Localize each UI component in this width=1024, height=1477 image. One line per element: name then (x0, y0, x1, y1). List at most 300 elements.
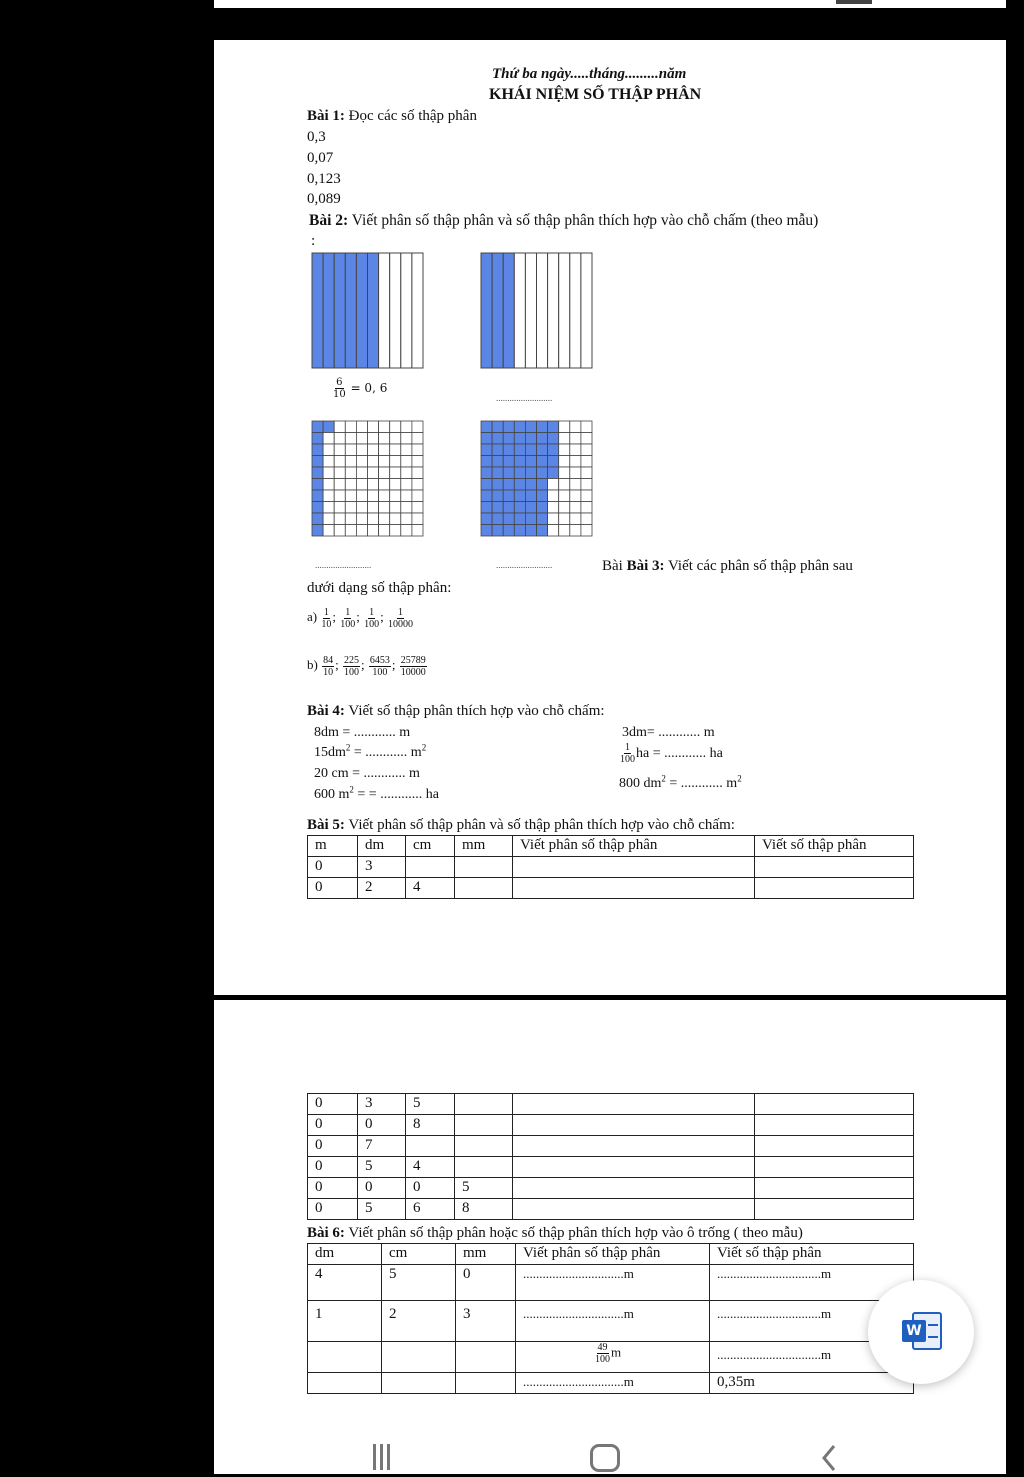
empty-square (559, 513, 570, 525)
header-cell: mm (455, 836, 513, 857)
empty-square (581, 525, 592, 537)
shaded-column (334, 253, 345, 368)
table-cell (406, 1136, 455, 1157)
shaded-column (503, 253, 514, 368)
empty-square (401, 433, 412, 445)
empty-square (345, 467, 356, 479)
empty-square (356, 479, 367, 491)
shaded-column (356, 253, 367, 368)
table-cell (513, 1094, 755, 1115)
recents-bar (380, 1444, 383, 1470)
header-cell: cm (382, 1244, 456, 1265)
empty-square (548, 490, 559, 502)
header-cell: mm (456, 1244, 516, 1265)
shaded-square (312, 467, 323, 479)
table-cell (308, 1342, 382, 1373)
empty-square (570, 490, 581, 502)
empty-square (412, 513, 423, 525)
shaded-square (492, 444, 503, 456)
table-cell (455, 1094, 513, 1115)
word-icon (902, 1312, 942, 1350)
header-cell: Viết phân số thập phân (516, 1244, 710, 1265)
table-cell: 8 (455, 1199, 513, 1220)
table-cell: 2 (382, 1301, 456, 1342)
bai2-example (332, 377, 387, 400)
shaded-column (368, 253, 379, 368)
empty-square (334, 490, 345, 502)
shaded-square (525, 513, 536, 525)
empty-square (559, 525, 570, 537)
shaded-square (503, 490, 514, 502)
table-cell: 5 (406, 1094, 455, 1115)
empty-square (548, 525, 559, 537)
table-cell: 0 (308, 1115, 358, 1136)
date-line: Thứ ba ngày.....tháng.........năm (492, 66, 687, 82)
empty-square (401, 502, 412, 514)
shaded-column (345, 253, 356, 368)
empty-square (379, 444, 390, 456)
bai6-heading: Bài 6: Viết phân số thập phân hoặc số thập phân thích hợp vào ô trống ( theo mẫu) (307, 1225, 803, 1241)
shaded-square (514, 525, 525, 537)
empty-square (412, 456, 423, 468)
table-cell: 0 (406, 1178, 455, 1199)
table-cell (382, 1342, 456, 1373)
table-cell (455, 878, 513, 899)
empty-square (323, 444, 334, 456)
empty-square (390, 490, 401, 502)
fraction-figure-squares-65 (480, 420, 593, 537)
table-cell: 4 (308, 1265, 382, 1301)
bai6-table (307, 1243, 914, 1394)
empty-square (356, 456, 367, 468)
table-cell: 1 (308, 1301, 382, 1342)
empty-square (570, 456, 581, 468)
empty-square (559, 490, 570, 502)
table-header-row (308, 836, 914, 857)
empty-column (570, 253, 581, 368)
back-icon[interactable] (818, 1444, 842, 1472)
shaded-square (514, 490, 525, 502)
empty-square (570, 502, 581, 514)
empty-square (379, 479, 390, 491)
table-cell: 4 (406, 878, 455, 899)
table-row (308, 1094, 914, 1115)
empty-square (323, 502, 334, 514)
empty-square (334, 513, 345, 525)
shaded-square (492, 467, 503, 479)
empty-square (323, 479, 334, 491)
answer-dots: ......................... (496, 393, 553, 403)
bai5-heading: Bài 5: Viết phân số thập phân và số thập phân thích hợp vào chỗ chấm: (307, 817, 735, 833)
status-bar (214, 0, 1006, 8)
shaded-square (548, 433, 559, 445)
header-cell: Viết số thập phân (755, 836, 914, 857)
shaded-square (537, 502, 548, 514)
shaded-square (548, 467, 559, 479)
empty-square (323, 433, 334, 445)
table-cell: 4 (406, 1157, 455, 1178)
empty-square (356, 421, 367, 433)
bai2-heading: Bài 2: Viết phân số thập phân và số thập phân thích hợp vào chỗ chấm (theo mẫu) (309, 212, 819, 229)
answer-dots: ......................... (496, 560, 553, 570)
empty-square (548, 513, 559, 525)
empty-square (334, 467, 345, 479)
shaded-square (537, 421, 548, 433)
empty-square (368, 502, 379, 514)
table-cell: ...............................m (516, 1301, 710, 1342)
empty-square (570, 525, 581, 537)
shaded-square (492, 433, 503, 445)
table-cell: 0 (308, 1178, 358, 1199)
shaded-square (312, 479, 323, 491)
bai4-left-item: 20 cm = ............ m (314, 766, 420, 781)
recents-icon[interactable] (369, 1444, 395, 1472)
example-result: = 0, 6 (350, 381, 388, 395)
shaded-square (525, 444, 536, 456)
table-cell: 8 (406, 1115, 455, 1136)
header-cell: dm (358, 836, 406, 857)
empty-square (323, 456, 334, 468)
empty-square (345, 421, 356, 433)
shaded-square (537, 479, 548, 491)
empty-square (559, 433, 570, 445)
shaded-square (312, 456, 323, 468)
empty-square (401, 456, 412, 468)
shaded-square (503, 444, 514, 456)
empty-square (345, 513, 356, 525)
table-cell (456, 1342, 516, 1373)
document-page-1 (214, 40, 1006, 995)
table-row (308, 1199, 914, 1220)
table-cell: ...............................m (516, 1265, 710, 1301)
empty-square (379, 513, 390, 525)
empty-square (401, 525, 412, 537)
table-cell (513, 1157, 755, 1178)
empty-square (356, 490, 367, 502)
table-row (308, 1342, 914, 1373)
shaded-square (537, 444, 548, 456)
shaded-square (537, 433, 548, 445)
document-page-2 (214, 1000, 1006, 1474)
empty-column (379, 253, 390, 368)
empty-square (581, 444, 592, 456)
empty-square (559, 444, 570, 456)
table-cell (455, 1157, 513, 1178)
shaded-square (492, 513, 503, 525)
empty-square (345, 479, 356, 491)
empty-square (412, 444, 423, 456)
empty-square (334, 433, 345, 445)
shaded-square (503, 421, 514, 433)
empty-square (401, 467, 412, 479)
empty-square (570, 513, 581, 525)
table-cell: 5 (382, 1265, 456, 1301)
empty-square (368, 421, 379, 433)
shaded-square (537, 456, 548, 468)
word-letter-badge: W (902, 1320, 926, 1342)
shaded-square (503, 467, 514, 479)
empty-square (581, 490, 592, 502)
table-row (308, 1136, 914, 1157)
bai1-number: 0,123 (307, 171, 341, 187)
table-header-row (308, 1244, 914, 1265)
table-cell: 5 (455, 1178, 513, 1199)
table-row (308, 878, 914, 899)
empty-square (368, 490, 379, 502)
table-row (308, 1373, 914, 1394)
empty-square (356, 525, 367, 537)
shaded-square (492, 490, 503, 502)
table-cell (513, 878, 755, 899)
header-cell: Viết phân số thập phân (513, 836, 755, 857)
table-cell: ................................m (710, 1301, 914, 1342)
bai1-number: 0,3 (307, 129, 326, 145)
empty-column (412, 253, 423, 368)
shaded-square (503, 456, 514, 468)
shaded-square (481, 490, 492, 502)
empty-square (390, 479, 401, 491)
bai4-left-item: $15dm^2$ = ............ $m^2$ (314, 742, 427, 760)
bai4-heading: Bài 4: Viết số thập phân thích hợp vào chỗ chấm: (307, 703, 605, 719)
table-cell: 0 (308, 857, 358, 878)
empty-column (548, 253, 559, 368)
empty-square (570, 467, 581, 479)
empty-square (559, 467, 570, 479)
empty-square (345, 433, 356, 445)
shaded-square (481, 421, 492, 433)
empty-square (559, 421, 570, 433)
empty-column (514, 253, 525, 368)
empty-square (390, 502, 401, 514)
shaded-square (525, 467, 536, 479)
empty-square (412, 479, 423, 491)
header-cell: cm (406, 836, 455, 857)
table-cell: 2 (358, 878, 406, 899)
empty-square (368, 433, 379, 445)
shaded-square (312, 433, 323, 445)
empty-square (412, 502, 423, 514)
shaded-square (481, 433, 492, 445)
shaded-square (537, 513, 548, 525)
empty-square (379, 502, 390, 514)
bai4-right-item: $\frac{1}{100}$ ha = ............ ha (620, 742, 723, 766)
word-app-button[interactable] (868, 1280, 974, 1384)
shaded-square (503, 479, 514, 491)
shaded-square (312, 525, 323, 537)
home-icon[interactable] (590, 1444, 620, 1472)
shaded-square (548, 444, 559, 456)
bai4-right-item: 800 $dm^2$ = ............ $m^2$ (619, 773, 742, 791)
empty-square (323, 490, 334, 502)
empty-square (401, 421, 412, 433)
table-cell (406, 857, 455, 878)
table-cell (455, 857, 513, 878)
table-cell: 0,35m (710, 1373, 914, 1394)
empty-square (334, 444, 345, 456)
table-cell (308, 1373, 382, 1394)
shaded-square (492, 502, 503, 514)
empty-square (368, 525, 379, 537)
shaded-square (503, 433, 514, 445)
shaded-column (481, 253, 492, 368)
empty-square (581, 467, 592, 479)
table-cell: 0 (358, 1178, 406, 1199)
table-cell (455, 1115, 513, 1136)
empty-square (570, 444, 581, 456)
table-cell: ................................m (710, 1265, 914, 1301)
table-row (308, 1178, 914, 1199)
empty-square (581, 433, 592, 445)
table-cell: 5 (358, 1199, 406, 1220)
table-cell: 6 (406, 1199, 455, 1220)
empty-square (356, 444, 367, 456)
shaded-square (525, 490, 536, 502)
table-cell: ................................m (710, 1342, 914, 1373)
empty-square (356, 433, 367, 445)
empty-square (390, 444, 401, 456)
empty-square (581, 513, 592, 525)
shaded-square (481, 479, 492, 491)
empty-column (581, 253, 592, 368)
shaded-square (537, 525, 548, 537)
answer-dots: ......................... (315, 560, 372, 570)
shaded-square (481, 525, 492, 537)
frac-denominator: 10 (333, 389, 346, 400)
shaded-square (492, 456, 503, 468)
table-cell: 7 (358, 1136, 406, 1157)
shaded-square (514, 421, 525, 433)
empty-square (334, 456, 345, 468)
table-cell (755, 1178, 914, 1199)
empty-square (401, 490, 412, 502)
status-bar-mark (836, 0, 872, 4)
shaded-square (312, 490, 323, 502)
empty-square (412, 433, 423, 445)
shaded-square (525, 479, 536, 491)
bai2-colon: : (311, 233, 316, 249)
empty-square (323, 467, 334, 479)
fraction-figure-squares-11 (311, 420, 424, 537)
bai4-left-item: 600 $m^2$ = = ............ ha (314, 784, 439, 802)
empty-square (390, 433, 401, 445)
empty-square (570, 421, 581, 433)
table-cell (755, 1136, 914, 1157)
empty-square (412, 490, 423, 502)
empty-square (379, 490, 390, 502)
bai1-heading: Bài 1: Đọc các số thập phân (307, 108, 477, 124)
empty-square (559, 502, 570, 514)
table-cell: 3 (358, 1094, 406, 1115)
shaded-square (312, 421, 323, 433)
shaded-column (323, 253, 334, 368)
shaded-square (514, 479, 525, 491)
example-fraction: $\frac{49}{100}$ (595, 1342, 610, 1365)
bai5-table-bottom (307, 1093, 914, 1220)
table-cell (755, 1157, 914, 1178)
nav-bar (214, 1426, 1006, 1474)
recents-bar (387, 1444, 390, 1470)
shaded-square (503, 502, 514, 514)
empty-square (356, 513, 367, 525)
bai5-table-top (307, 835, 914, 899)
shaded-square (525, 421, 536, 433)
header-cell: m (308, 836, 358, 857)
empty-square (334, 525, 345, 537)
shaded-square (525, 502, 536, 514)
empty-square (390, 456, 401, 468)
empty-square (323, 513, 334, 525)
empty-square (368, 467, 379, 479)
empty-square (345, 502, 356, 514)
table-cell (755, 1115, 914, 1136)
empty-square (379, 421, 390, 433)
shaded-square (503, 513, 514, 525)
empty-square (368, 513, 379, 525)
empty-square (345, 490, 356, 502)
empty-square (390, 467, 401, 479)
table-cell (755, 857, 914, 878)
table-cell (513, 857, 755, 878)
table-cell: 3 (456, 1301, 516, 1342)
table-cell: 0 (456, 1265, 516, 1301)
shaded-square (537, 490, 548, 502)
shaded-square (525, 456, 536, 468)
bai4-left-item: 8dm = ............ m (314, 725, 411, 740)
empty-square (334, 502, 345, 514)
empty-square (334, 421, 345, 433)
table-cell: 0 (358, 1115, 406, 1136)
table-row (308, 1301, 914, 1342)
table-cell: 0 (308, 1136, 358, 1157)
header-cell: dm (308, 1244, 382, 1265)
shaded-square (514, 433, 525, 445)
table-cell (513, 1178, 755, 1199)
shaded-square (481, 502, 492, 514)
table-cell (513, 1115, 755, 1136)
bai3-heading-cont: dưới dạng số thập phân: (307, 580, 452, 596)
bai1-number: 0,089 (307, 191, 341, 207)
empty-column (537, 253, 548, 368)
shaded-square (481, 444, 492, 456)
empty-square (368, 444, 379, 456)
table-cell (513, 1199, 755, 1220)
header-cell: Viết số thập phân (710, 1244, 914, 1265)
table-cell (455, 1136, 513, 1157)
table-row (308, 1265, 914, 1301)
shaded-square (514, 456, 525, 468)
empty-square (356, 502, 367, 514)
shaded-square (481, 456, 492, 468)
empty-square (379, 525, 390, 537)
empty-square (345, 456, 356, 468)
empty-square (379, 433, 390, 445)
shaded-square (481, 513, 492, 525)
empty-square (570, 479, 581, 491)
shaded-square (514, 513, 525, 525)
shaded-square (312, 513, 323, 525)
empty-square (345, 525, 356, 537)
empty-square (412, 525, 423, 537)
empty-square (368, 479, 379, 491)
word-page-lines (928, 1324, 938, 1338)
table-cell (382, 1373, 456, 1394)
empty-square (368, 456, 379, 468)
empty-square (401, 513, 412, 525)
shaded-square (492, 479, 503, 491)
empty-square (390, 513, 401, 525)
shaded-square (514, 467, 525, 479)
table-cell: 0 (308, 1094, 358, 1115)
